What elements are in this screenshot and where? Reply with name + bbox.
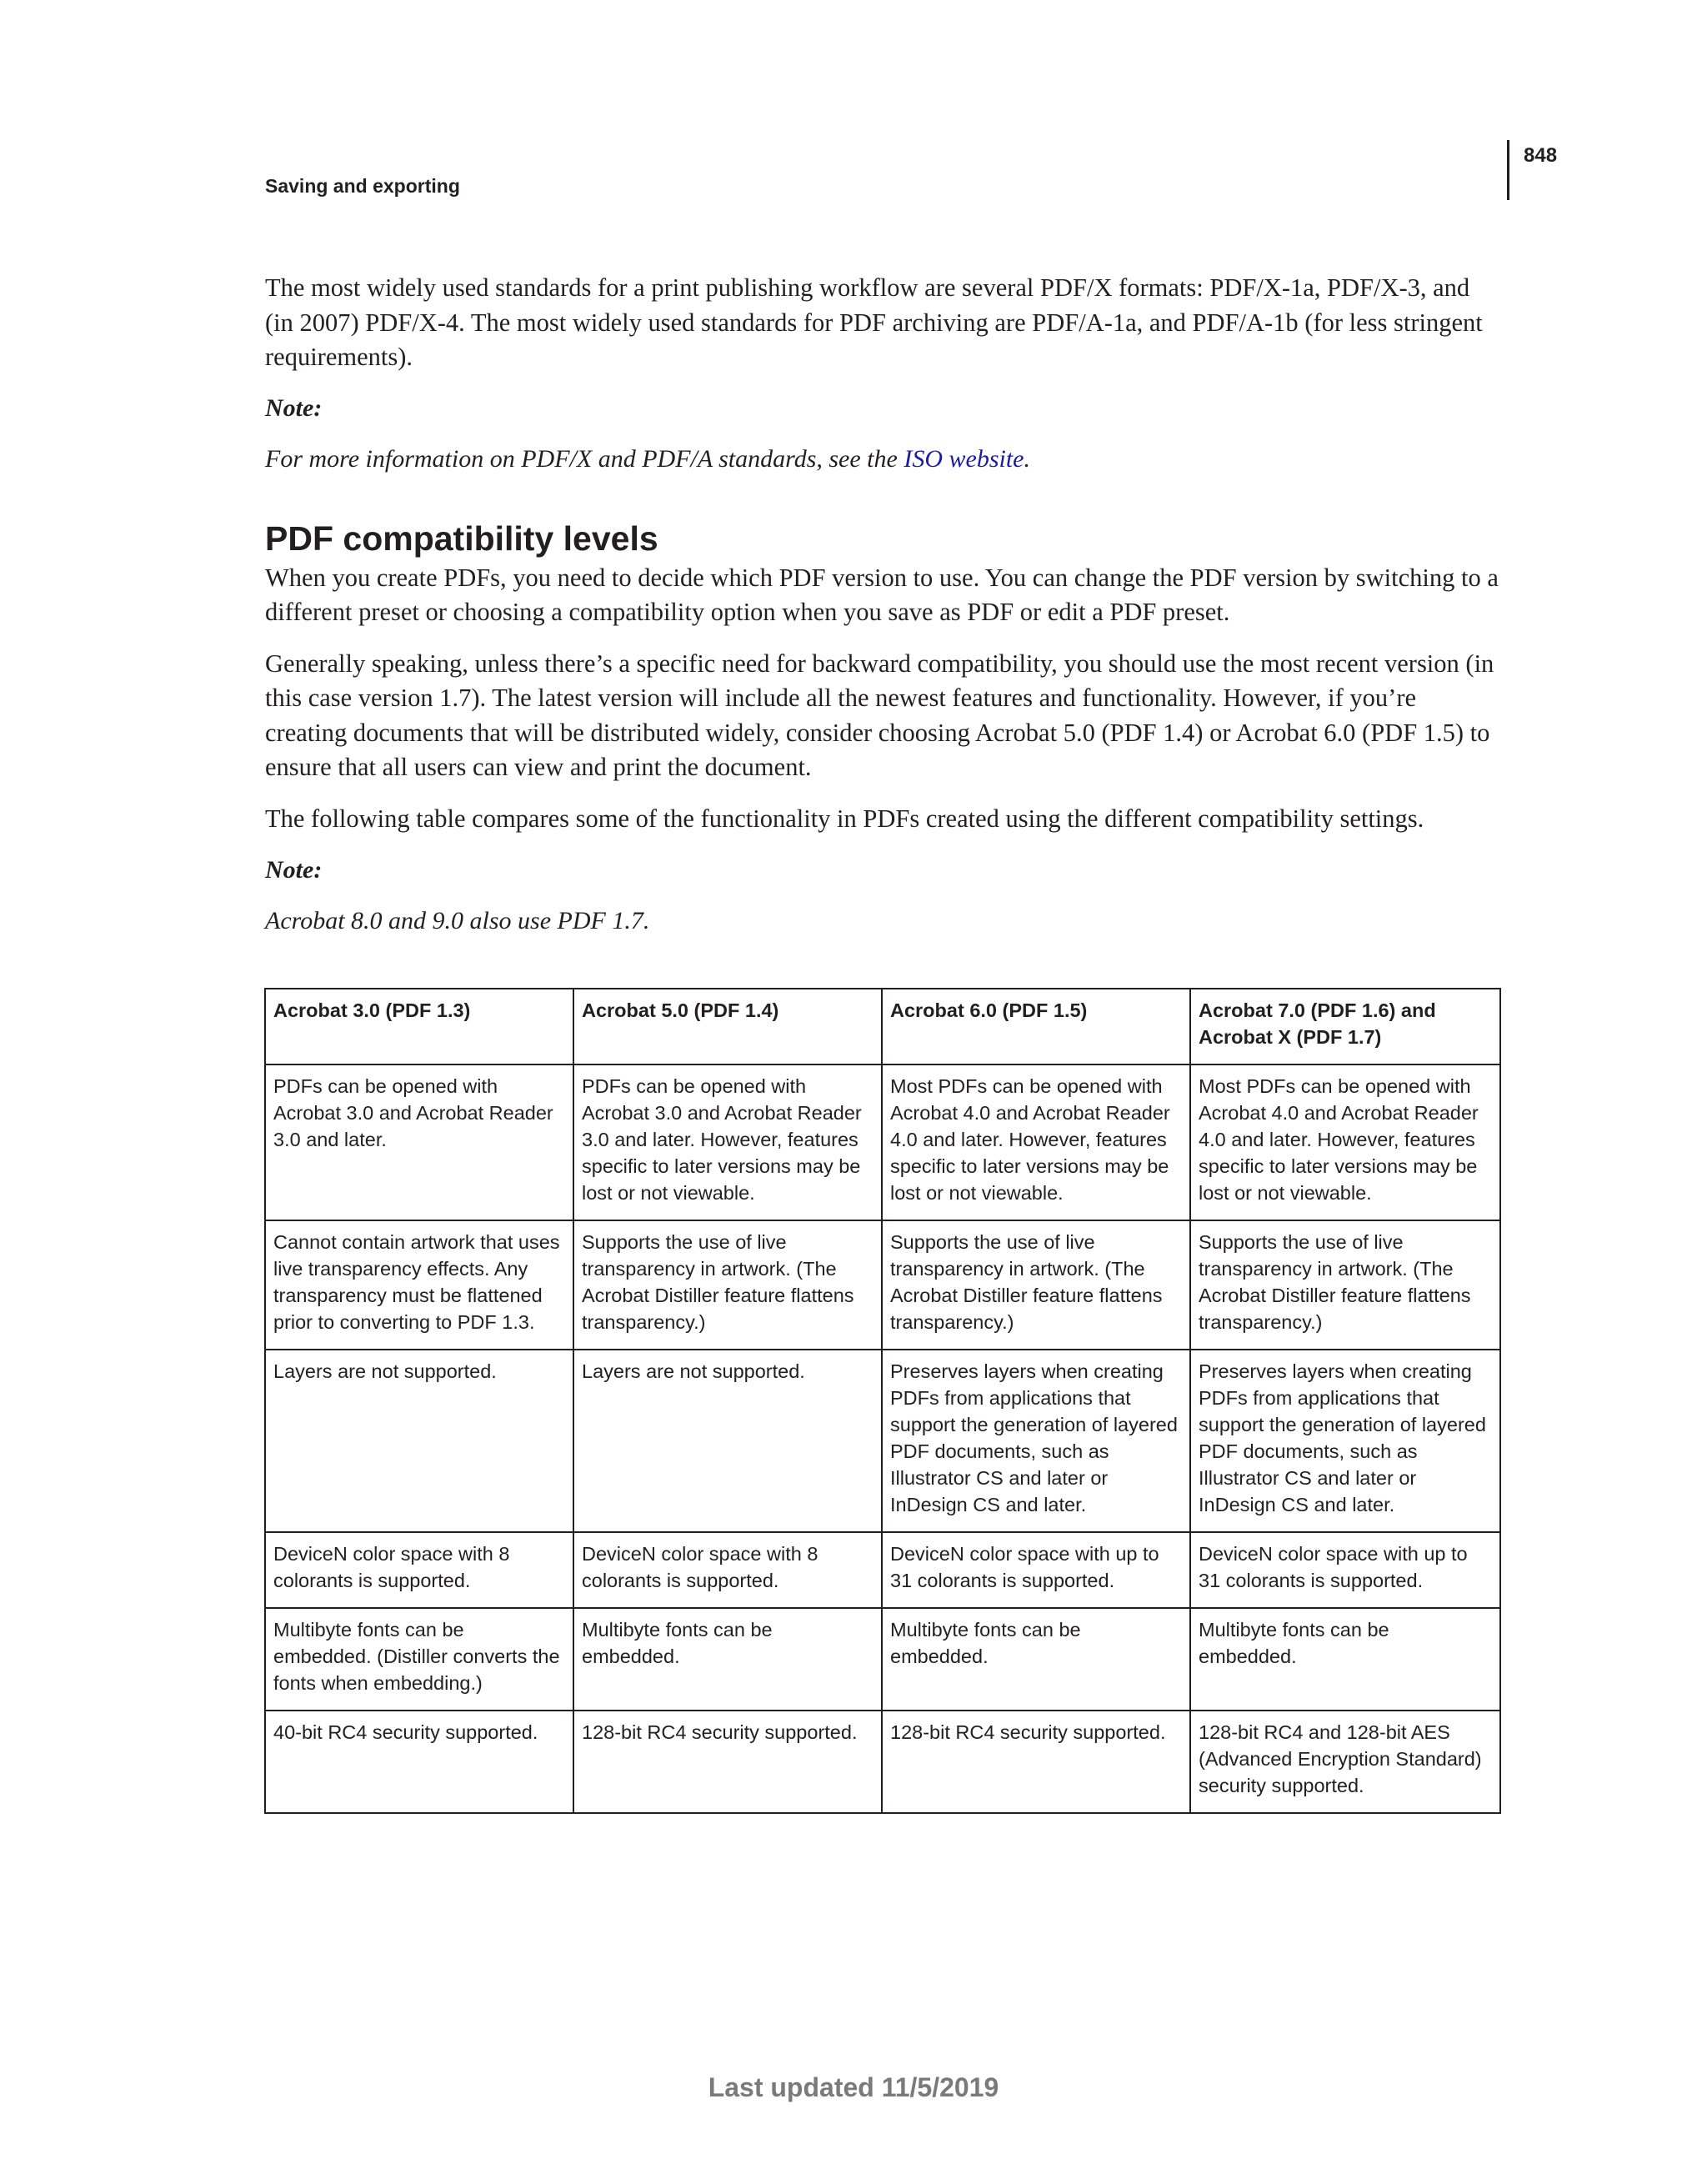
table-header-row bbox=[265, 989, 1500, 1064]
table-cell: Cannot contain artwork that uses live transparency effects. Any transparency must be flattened prior to converting to PDF 1.3. bbox=[265, 1220, 573, 1350]
iso-website-link[interactable]: ISO website bbox=[904, 444, 1024, 473]
table-header-cell: Acrobat 6.0 (PDF 1.5) bbox=[882, 989, 1190, 1064]
table-cell: DeviceN color space with 8 colorants is supported. bbox=[573, 1532, 882, 1608]
running-header: Saving and exporting bbox=[265, 175, 460, 197]
note-label: Note: bbox=[265, 856, 323, 884]
intro-paragraph: The most widely used standards for a print publishing workflow are several PDF/X formats: PDF/X-1a, PDF/X-3, and (in 2007) PDF/X-4. The most widely used standards for PDF archiving are PDF/A-1a, and PDF/A-1b (for less stringent requirements). bbox=[265, 273, 1483, 371]
note-label: Note: bbox=[265, 393, 323, 422]
table-row bbox=[265, 1532, 1500, 1608]
table-cell: Layers are not supported. bbox=[265, 1350, 573, 1532]
note-text-suffix: . bbox=[1024, 444, 1030, 473]
header-rule bbox=[1507, 140, 1509, 200]
table-row bbox=[265, 1064, 1500, 1220]
table-cell: 128-bit RC4 security supported. bbox=[882, 1711, 1190, 1813]
table-cell: Most PDFs can be opened with Acrobat 4.0 and Acrobat Reader 4.0 and later. However, features specific to later versions may be lost or not viewable. bbox=[882, 1064, 1190, 1220]
table-cell: Supports the use of live transparency in artwork. (The Acrobat Distiller feature flattens transparency.) bbox=[1190, 1220, 1500, 1350]
table-cell: Multibyte fonts can be embedded. bbox=[573, 1608, 882, 1711]
table-header-cell: Acrobat 7.0 (PDF 1.6) and Acrobat X (PDF 1.7) bbox=[1190, 989, 1500, 1064]
section-paragraph: The following table compares some of the functionality in PDFs created using the different compatibility settings. bbox=[265, 804, 1424, 833]
compatibility-table bbox=[264, 988, 1501, 1814]
table-header-cell: Acrobat 3.0 (PDF 1.3) bbox=[265, 989, 573, 1064]
note-text-prefix: For more information on PDF/X and PDF/A standards, see the bbox=[265, 444, 904, 473]
table-cell: PDFs can be opened with Acrobat 3.0 and Acrobat Reader 3.0 and later. bbox=[265, 1064, 573, 1220]
table-cell: 128-bit RC4 and 128-bit AES (Advanced Encryption Standard) security supported. bbox=[1190, 1711, 1500, 1813]
last-updated-footer: Last updated 11/5/2019 bbox=[708, 2072, 999, 2102]
page-number: 848 bbox=[1524, 144, 1558, 167]
table-cell: DeviceN color space with 8 colorants is supported. bbox=[265, 1532, 573, 1608]
table-cell: Preserves layers when creating PDFs from applications that support the generation of layered PDF documents, such as Illustrator CS and later or InDesign CS and later. bbox=[882, 1350, 1190, 1532]
main-content bbox=[265, 271, 1500, 938]
section-paragraph: Generally speaking, unless there’s a specific need for backward compatibility, you should use the most recent version (in this case version 1.7). The latest version will include all the newest features and functionality. However, if you’re creating documents that will be distributed widely, consider choosing Acrobat 5.0 (PDF 1.4) or Acrobat 6.0 (PDF 1.5) to ensure that all users can view and print the document. bbox=[265, 649, 1494, 781]
table-cell: 128-bit RC4 security supported. bbox=[573, 1711, 882, 1813]
table-cell: 40-bit RC4 security supported. bbox=[265, 1711, 573, 1813]
table-cell: DeviceN color space with up to 31 colorants is supported. bbox=[1190, 1532, 1500, 1608]
note-text bbox=[265, 442, 1500, 476]
table-cell: Layers are not supported. bbox=[573, 1350, 882, 1532]
table-header-cell: Acrobat 5.0 (PDF 1.4) bbox=[573, 989, 882, 1064]
table-cell: PDFs can be opened with Acrobat 3.0 and Acrobat Reader 3.0 and later. However, features specific to later versions may be lost or not viewable. bbox=[573, 1064, 882, 1220]
table-cell: Multibyte fonts can be embedded. (Distiller converts the fonts when embedding.) bbox=[265, 1608, 573, 1711]
section-paragraph: When you create PDFs, you need to decide which PDF version to use. You can change the PDF version by switching to a different preset or choosing a compatibility option when you save as PDF or edit a PDF preset. bbox=[265, 563, 1499, 626]
table-cell: Supports the use of live transparency in artwork. (The Acrobat Distiller feature flattens transparency.) bbox=[573, 1220, 882, 1350]
table-cell: DeviceN color space with up to 31 colorants is supported. bbox=[882, 1532, 1190, 1608]
table-cell: Supports the use of live transparency in artwork. (The Acrobat Distiller feature flattens transparency.) bbox=[882, 1220, 1190, 1350]
table-cell: Multibyte fonts can be embedded. bbox=[1190, 1608, 1500, 1711]
table-cell: Preserves layers when creating PDFs from applications that support the generation of layered PDF documents, such as Illustrator CS and later or InDesign CS and later. bbox=[1190, 1350, 1500, 1532]
note-text: Acrobat 8.0 and 9.0 also use PDF 1.7. bbox=[265, 907, 650, 934]
table-row bbox=[265, 1608, 1500, 1711]
table-row bbox=[265, 1220, 1500, 1350]
table-row bbox=[265, 1350, 1500, 1532]
table-cell: Multibyte fonts can be embedded. bbox=[882, 1608, 1190, 1711]
section-heading: PDF compatibility levels bbox=[265, 518, 658, 558]
table-row bbox=[265, 1711, 1500, 1813]
table-cell: Most PDFs can be opened with Acrobat 4.0 and Acrobat Reader 4.0 and later. However, features specific to later versions may be lost or not viewable. bbox=[1190, 1064, 1500, 1220]
